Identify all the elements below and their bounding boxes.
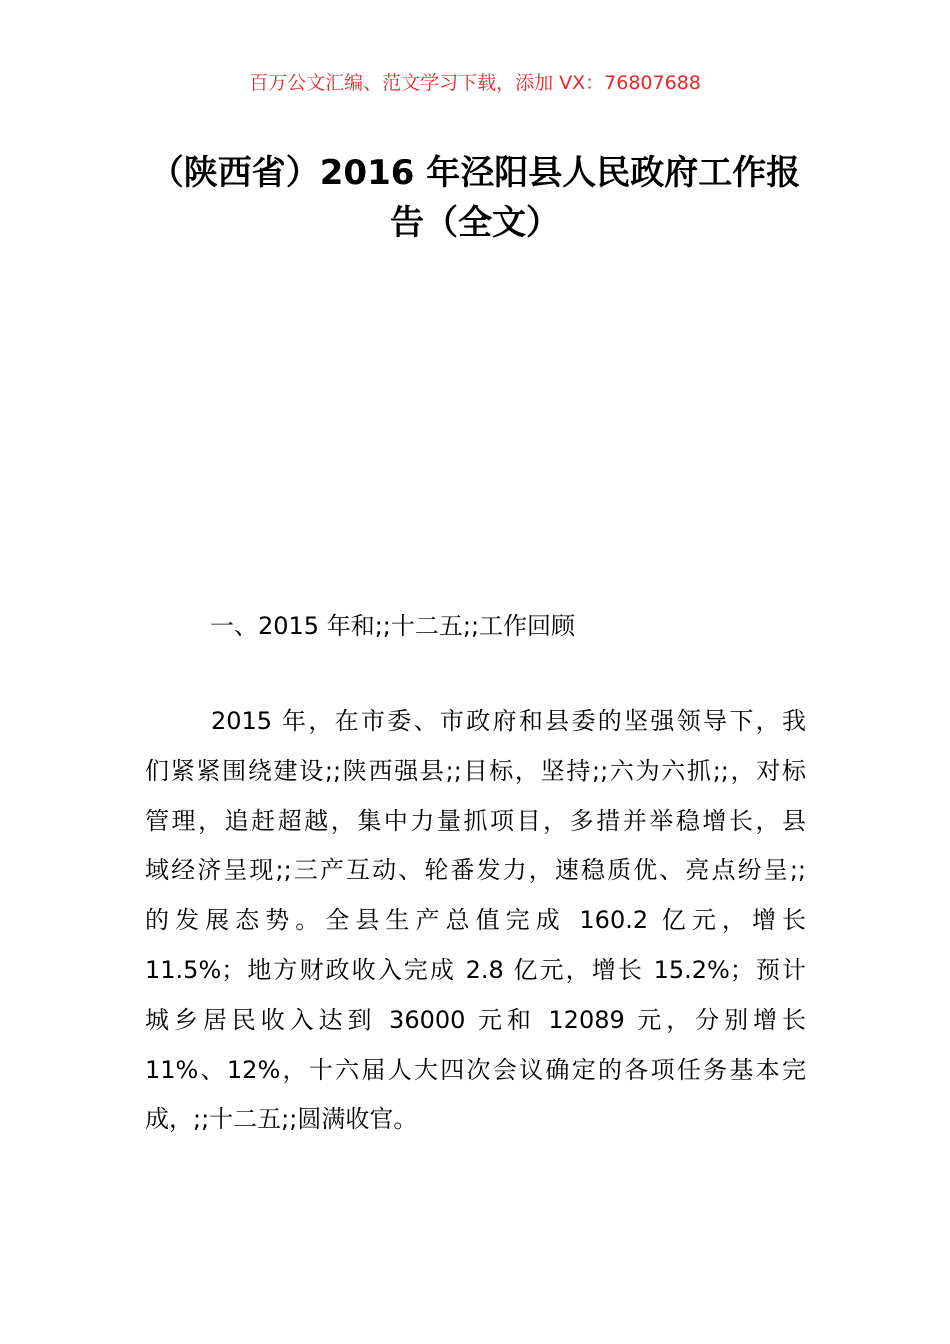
paragraph-line: 城乡居民收入达到 36000 元和 12089 元，分别增长 [145,1005,806,1034]
paragraph-line: 11.5%；地方财政收入完成 2.8 亿元，增长 15.2%；预计 [145,955,806,984]
document-title [130,148,820,248]
watermark-contact-text: 百万公文汇编、范文学习下载，添加 VX：76807688 [249,72,701,94]
document-title-line-2: 告（全文） [390,203,560,243]
paragraph-line: 域经济呈现;;三产互动、轮番发力，速稳质优、亮点纷呈;; [145,856,806,885]
paragraph-line: 的发展态势。全县生产总值完成 160.2 亿元，增长 [145,906,806,935]
paragraph-line: 们紧紧围绕建设;;陕西强县;;目标，坚持;;六为六抓;;，对标 [145,756,806,785]
paragraph-line: 成，;;十二五;;圆满收官。 [145,1105,418,1134]
paragraph-line: 2015 年，在市委、市政府和县委的坚强领导下，我 [211,707,806,735]
body-paragraph [145,697,806,1145]
paragraph-line: 管理，追赶超越，集中力量抓项目，多措并举稳增长，县 [145,806,806,835]
paragraph-line: 11%、12%，十六届人大四次会议确定的各项任务基本完 [145,1055,806,1084]
document-title-line-1: （陕西省）2016 年泾阳县人民政府工作报 [149,153,801,193]
section-heading: 一、2015 年和;;十二五;;工作回顾 [210,612,576,640]
